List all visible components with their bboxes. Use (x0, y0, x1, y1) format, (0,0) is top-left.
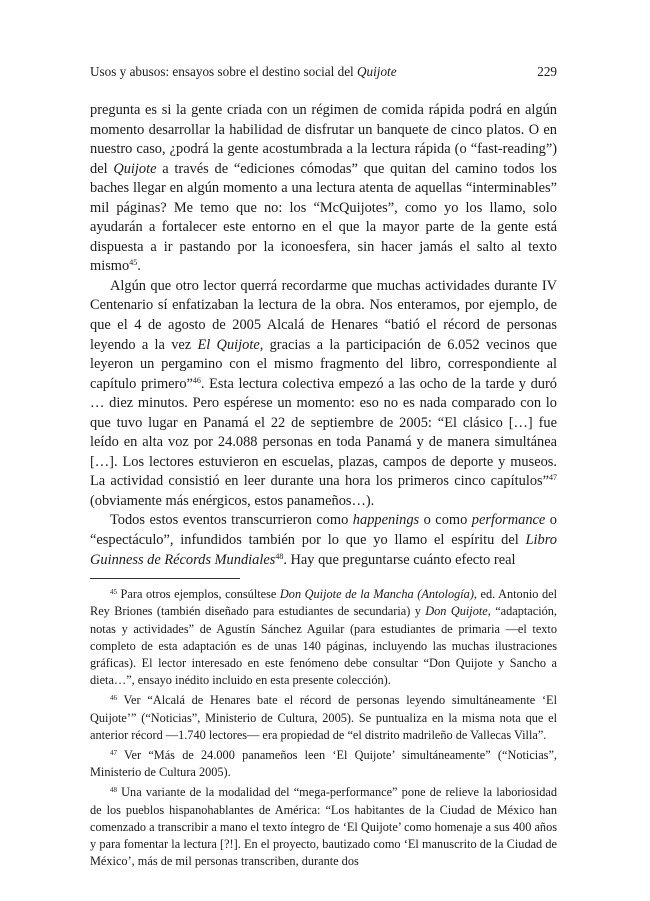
footnote-ref[interactable]: 46 (192, 375, 201, 385)
body-text (90, 101, 557, 570)
footnote-number: 48 (110, 786, 117, 795)
footnote-ref[interactable]: 48 (275, 551, 284, 561)
paragraph: pregunta es si la gente criada con un régimen de comida rápida podrá en algún momento desarrollar la habilidad de disfrutar un banquete de cinco platos. O en nuestro caso, ¿podrá la gente acostumbrada a la lectura rápida (o “fast-reading”) del Quijote a través de “ediciones cómodas” que quitan del camino todos los baches llegar en algún momento a una lectura atenta de aquellas “interminables” mil páginas? Me temo que no: los “McQuijotes”, como yo los llamo, solo ayudarán a fortalecer este entorno en el que la mayor parte de la gente está dispuesta a ir pastando por la iconoesfera, sin hacer jamás el salto al texto mismo$^{45}$. (90, 102, 558, 275)
paragraph: Todos estos eventos transcurrieron como happenings o como performance o “espectáculo”, infundidos también por lo que yo llamo el espíritu del Libro Guinness de Récords Mundiales$^{48}$. Hay que preguntarse cuánto efecto real (90, 512, 557, 568)
footnote-ref[interactable]: 45 (129, 258, 138, 268)
footnote: $^{47}$ Ver “Más de 24.000 panameños leen ‘El Quijote’ simultáneamente” (“Noticias”, Ministerio de Cultura 2005). (90, 747, 557, 780)
footnote: $^{45}$ Para otros ejemplos, consúltese Don Quijote de la Mancha (Antología), ed. Antonio del Rey Briones (también diseñado para estudiantes de secundaria) y Don Quijote, “adaptación, notas y actividades” de Agustín Sánchez Aguilar (para estudiantes de primaria —el texto completo de esta adaptación es de unas 140 páginas, incluyendo las muchas ilustraciones gráficas). El lector interesado en este fenómeno debe consultar “Don Quijote y Sancho a dieta…”, ensayo inédito incluido en esta presente colección). (90, 587, 557, 688)
footnote-number: 47 (110, 748, 117, 757)
footnote-ref[interactable]: 47 (549, 473, 557, 483)
footnote-divider (90, 578, 240, 579)
footnote-number: 46 (110, 694, 117, 703)
footnotes (90, 586, 557, 870)
running-head (90, 64, 557, 80)
footnote: $^{48}$ Una variante de la modalidad del “mega-performance” pone de relieve la laboriosidad de los pueblos hispanohablantes de América: “Los habitantes de la Ciudad de México han comenzado a transcribir a mano el texto íntegro de ‘El Quijote’ como homenaje a sus 400 años y para fomentar la lectura [?!]. En el proyecto, bautizado como ‘El manuscrito de la Ciudad de México’, más de mil personas transcriben, durante dos (90, 785, 557, 869)
footnote: $^{46}$ Ver “Alcalá de Henares bate el récord de personas leyendo simultáneamente ‘El Quijote’” (“Noticias”, Ministerio de Cultura, 2005). Se puntualiza en la misma nota que el anterior récord —1.740 lectores— era propiedad de “el distrito madrileño de Vallecas Villa”. (90, 693, 557, 742)
book-page (90, 64, 557, 870)
footnote-number: 45 (110, 588, 117, 597)
page-number: 229 (537, 64, 557, 79)
paragraph: Algún que otro lector querrá recordarme que muchas actividades durante IV Centenario sí enfatizaban la lectura de la obra. Nos enteramos, por ejemplo, de que el 4 de agosto de 2005 Alcalá de Henares “batió el récord de personas leyendo a la vez El Quijote, gracias a la participación de 6.052 vecinos que leyeron un pergamino con el mismo fragmento del libro, correspondiente al capítulo primero”$^{46}$. Esta lectura colectiva empezó a las ocho de la tarde y duró … diez minutos. Pero espérese un momento: eso no es nada comparado con lo que tuvo lugar en Panamá el 22 de septiembre de 2005: “El clásico […] fue leído en alta voz por 24.088 personas en toda Panamá y de manera simultánea […]. Los lectores estuvieron en escuelas, plazas, campos de deporte y museos. La actividad consistió en leer durante una hora los primeros cinco capítulos”$^{47}$ (obviamente más enérgicos, estos panameños…). (90, 277, 557, 509)
running-head-title: Usos y abusos: ensayos sobre el destino social del Quijote (90, 64, 397, 79)
